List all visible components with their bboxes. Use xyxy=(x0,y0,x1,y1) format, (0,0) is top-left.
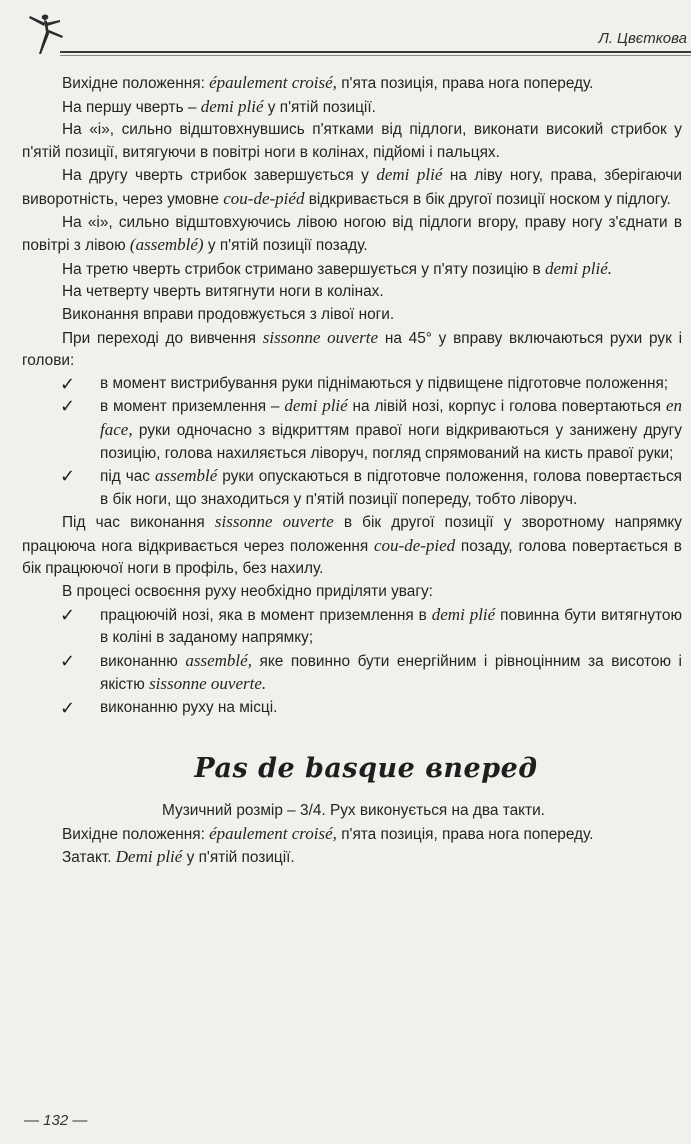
paragraph: На третю чверть стрибок стримано завершується у п'яту позицію в demi plié. xyxy=(62,258,612,278)
checkmark-icon: ✓ xyxy=(60,698,76,719)
header-rule xyxy=(60,51,691,53)
paragraph: На четверту чверть витягнути ноги в колінах. xyxy=(62,283,384,301)
paragraph: Вихідне положення: épaulement croisé, п'ята позиція, права нога попереду. xyxy=(62,73,594,92)
list-item: ✓ працюючій нозі, яка в момент приземлення в demi plié повинна бути витягнутою в коліні в заданому напрямку; xyxy=(60,604,682,647)
checkmark-icon: ✓ xyxy=(60,604,76,625)
page-body xyxy=(22,72,682,870)
paragraph: При переході до вивчення sissonne ouverte на 45° у вправу включаються рухи рук і голови: xyxy=(22,327,683,370)
paragraph: Музичний розмір – 3/4. Рух виконується на два такти. xyxy=(162,802,545,820)
checkmark-icon: ✓ xyxy=(60,373,76,394)
arm-head-movements-list xyxy=(22,373,682,512)
paragraph: Під час виконання sissonne ouverte в бік другої позиції у зворотному напрямку працююча нога відкривається через положення cou-de-pied позаду, голова повертається в бік працюючої ноги в профіль, без нахилу. xyxy=(22,512,682,578)
paragraph: Вихідне положення: épaulement croisé, п'ята позиція, права нога попереду. xyxy=(62,823,594,843)
header-rule-thin xyxy=(60,55,691,56)
attention-points-list xyxy=(22,604,682,720)
page-header xyxy=(16,10,691,56)
paragraph: На «і», сильно відштовхуючись лівою ногою від підлоги вгору, праву ногу з'єднати в повітрі з лівою (assemblé) у п'ятій позиції позаду. xyxy=(22,213,682,255)
checkmark-icon: ✓ xyxy=(60,650,76,671)
list-item: ✓ в момент вистрибування руки піднімаються у підвищене підготовче положення; xyxy=(60,373,669,394)
checkmark-icon: ✓ xyxy=(60,466,76,487)
list-item: ✓ виконанню руху на місці. xyxy=(60,698,278,719)
paragraph: В процесі освоєння руху необхідно приділяти увагу: xyxy=(62,583,433,601)
paragraph: Виконання вправи продовжується з лівої ноги. xyxy=(62,305,395,323)
list-item: ✓ в момент приземлення – demi plié на лівій нозі, корпус і голова повертаються en face, руки одночасно з відкриттям правої ноги відкриваються у занижену другу позицію, голова нахиляється ліворуч, погляд спрямований на кисть правої руки; xyxy=(60,396,682,462)
list-item: ✓ виконанню assemblé, яке повинно бути енергійним і рівноцінним за висотою і якістю sissonne ouverte. xyxy=(60,650,682,694)
paragraph: Затакт. Demi plié у п'ятій позиції. xyxy=(62,847,295,867)
page-number: — 132 — xyxy=(24,1112,88,1129)
paragraph: На другу чверть стрибок завершується у demi plié на ліву ногу, права, зберігаючи виворотність, через умовне cou-de-piéd відкривається в бік другої позиції носком у підлогу. xyxy=(22,165,682,208)
paragraph: На «і», сильно відштовхнувшись п'ятками від підлоги, виконати високий стрибок у п'ятій позиції, витягуючи в повітрі ноги в колінах, підйомі і пальцях. xyxy=(22,121,682,161)
paragraph: На першу чверть – demi plié у п'ятій позиції. xyxy=(62,96,376,116)
list-item: ✓ під час assemblé руки опускаються в підготовче положення, голова повертається в бік ноги, що знаходиться у п'ятій позиції попереду, тобто ліворуч. xyxy=(60,466,682,508)
section-heading: Pas de basque вперед xyxy=(194,752,538,784)
dancer-silhouette-icon xyxy=(20,10,70,56)
checkmark-icon: ✓ xyxy=(60,396,76,417)
running-header-author: Л. Цвєткова xyxy=(598,30,687,47)
